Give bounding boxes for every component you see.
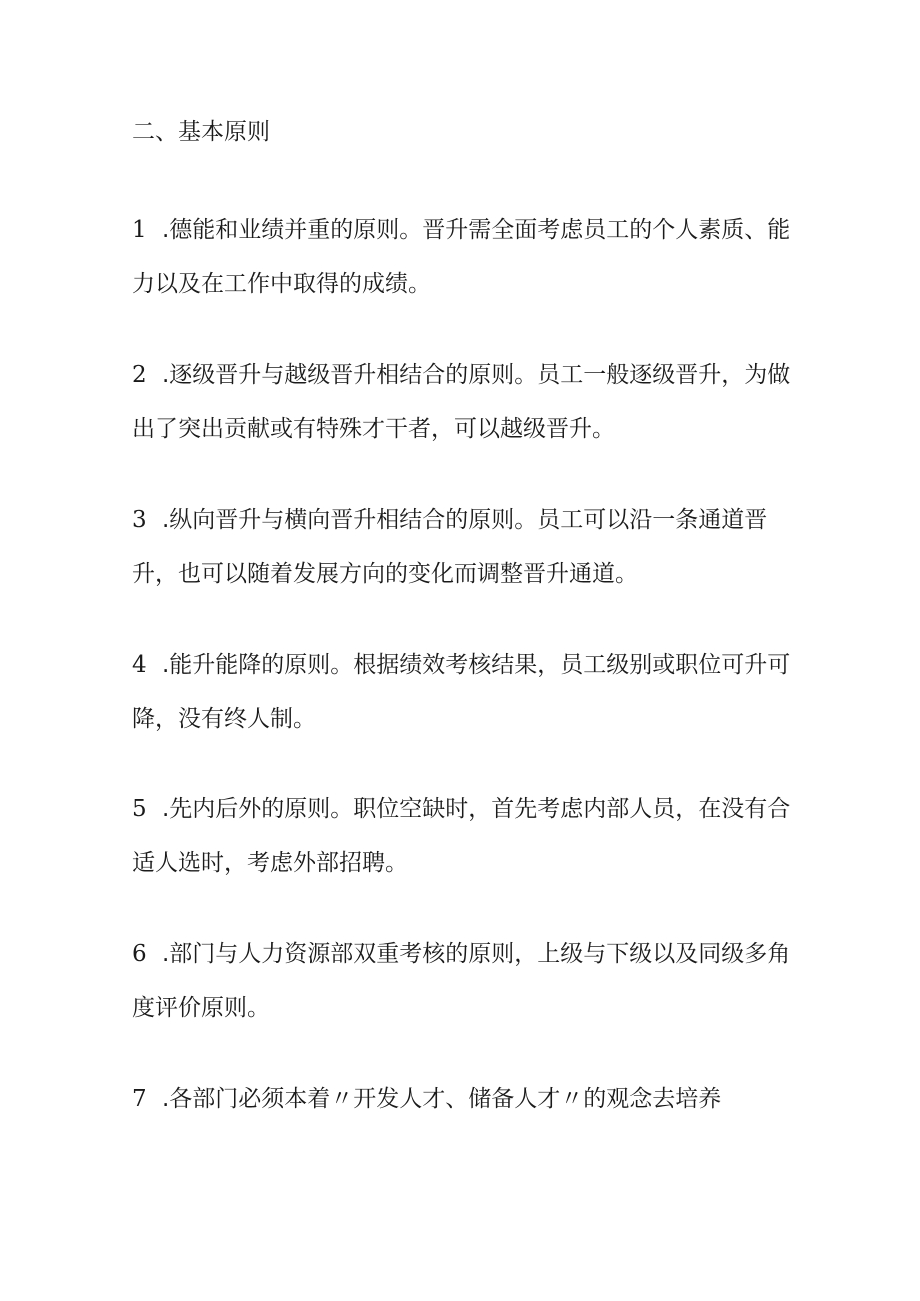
principle-line — [132, 348, 792, 402]
item-number: 4 — [132, 652, 147, 678]
item-number: 6 — [132, 941, 147, 967]
principle-item-1 — [132, 203, 792, 311]
item-text: .各部门必须本着〃开发人才、储备人才〃的观念去培养 — [162, 1086, 722, 1112]
principle-item-2 — [132, 348, 792, 456]
principle-line — [132, 782, 792, 836]
section-heading: 二、基本原则 — [132, 119, 270, 145]
item-text: .德能和业绩并重的原则。晋升需全面考虑员工的个人素质、能 — [162, 217, 791, 243]
principle-line — [132, 203, 792, 257]
principle-line — [132, 638, 792, 692]
principle-line: 适人选时，考虑外部招聘。 — [132, 850, 408, 876]
principle-line: 力以及在工作中取得的成绩。 — [132, 271, 431, 297]
item-text: .纵向晋升与横向晋升相结合的原则。员工可以沿一条通道晋 — [162, 507, 768, 533]
principle-line: 出了突出贡献或有特殊才干者，可以越级晋升。 — [132, 416, 615, 442]
principle-line: 升，也可以随着发展方向的变化而调整晋升通道。 — [132, 561, 638, 587]
item-number: 2 — [132, 362, 147, 388]
item-number: 3 — [132, 507, 147, 533]
item-number: 5 — [132, 796, 147, 822]
principle-line — [132, 927, 792, 981]
principle-item-5 — [132, 782, 792, 890]
principle-item-3 — [132, 493, 792, 601]
principle-line: 度评价原则。 — [132, 995, 270, 1021]
principle-item-4 — [132, 638, 792, 746]
principle-line — [132, 1072, 792, 1126]
item-text: .部门与人力资源部双重考核的原则，上级与下级以及同级多角 — [162, 941, 791, 967]
principle-line — [132, 493, 792, 547]
item-text: .能升能降的原则。根据绩效考核结果，员工级别或职位可升可 — [162, 652, 791, 678]
item-number: 7 — [132, 1086, 147, 1112]
principle-line: 降，没有终人制。 — [132, 706, 316, 732]
principle-item-6 — [132, 927, 792, 1035]
principle-item-7 — [132, 1072, 792, 1126]
item-text: .逐级晋升与越级晋升相结合的原则。员工一般逐级晋升，为做 — [162, 362, 791, 388]
item-text: .先内后外的原则。职位空缺时，首先考虑内部人员，在没有合 — [162, 796, 791, 822]
item-number: 1 — [132, 217, 147, 243]
